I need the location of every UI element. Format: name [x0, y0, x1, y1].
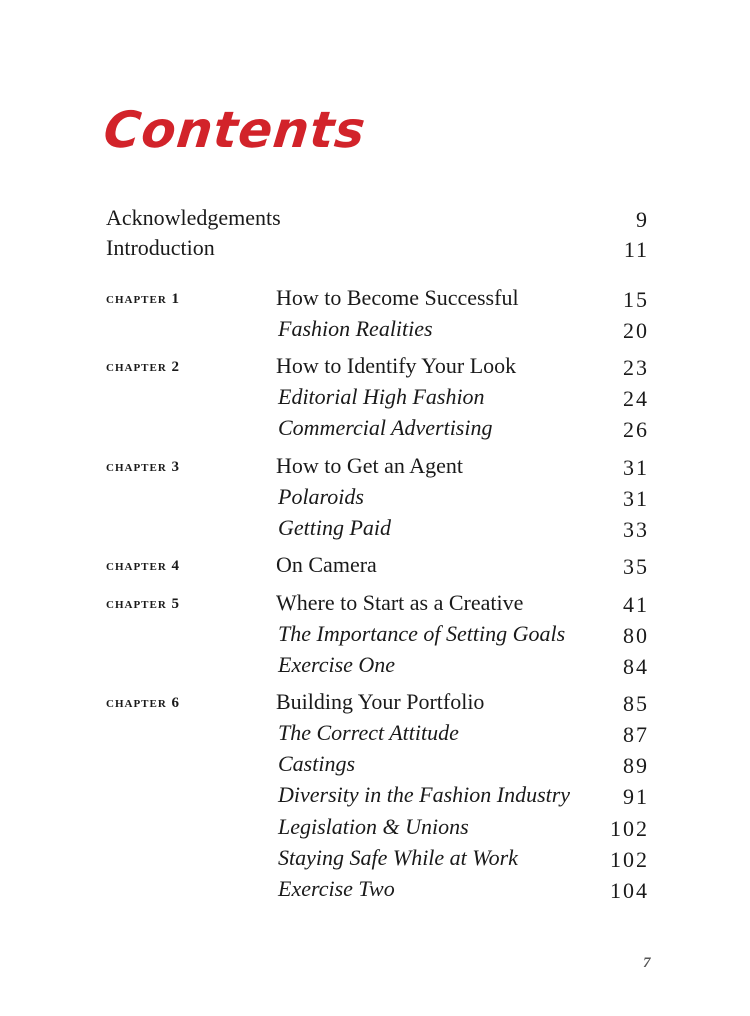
chapter-label: chapter 2	[106, 359, 181, 375]
chapter-page: 23	[623, 355, 649, 380]
chapter-page: 35	[623, 554, 649, 579]
section-page: 104	[610, 878, 649, 903]
section-title: Getting Paid	[278, 515, 392, 540]
chapter-label: chapter 1	[106, 291, 181, 307]
section-title: Castings	[278, 751, 356, 776]
toc-section-row	[0, 620, 750, 648]
toc-entry-front	[0, 234, 750, 262]
toc-chapter-row	[0, 452, 750, 480]
section-page: 87	[623, 722, 649, 747]
section-page: 31	[623, 486, 649, 511]
toc-section-row	[0, 483, 750, 511]
chapter-title: Where to Start as a Creative	[276, 590, 524, 615]
chapter-page: 31	[623, 455, 649, 480]
chapter-label: chapter 4	[106, 558, 181, 574]
toc-section-row	[0, 875, 750, 903]
section-page: 84	[623, 654, 649, 679]
section-page: 20	[623, 318, 649, 343]
section-title: The Importance of Setting Goals	[278, 621, 566, 646]
chapter-page: 85	[623, 691, 649, 716]
page-number: 7	[643, 955, 651, 971]
toc-chapter-row	[0, 688, 750, 716]
section-title: Exercise Two	[278, 876, 395, 901]
toc-section-row	[0, 781, 750, 809]
chapter-title: How to Get an Agent	[276, 453, 463, 478]
entry-page: 11	[623, 237, 649, 262]
section-page: 89	[623, 753, 649, 778]
page-title: Contents	[100, 101, 369, 159]
section-title: Commercial Advertising	[278, 415, 493, 440]
section-page: 80	[623, 623, 649, 648]
entry-title: Acknowledgements	[106, 205, 281, 230]
section-page: 26	[623, 417, 649, 442]
entry-title: Introduction	[106, 235, 215, 260]
toc-section-row	[0, 651, 750, 679]
toc-section-row	[0, 813, 750, 841]
chapter-title: On Camera	[276, 552, 377, 577]
toc-section-row	[0, 719, 750, 747]
section-title: Legislation & Unions	[278, 814, 469, 839]
toc-section-row	[0, 750, 750, 778]
section-page: 91	[623, 784, 649, 809]
section-page: 33	[623, 517, 649, 542]
section-title: Exercise One	[278, 652, 396, 677]
section-title: Diversity in the Fashion Industry	[278, 782, 571, 807]
toc-chapter-row	[0, 551, 750, 579]
chapter-label: chapter 5	[106, 596, 181, 612]
toc-entry-front	[0, 204, 750, 232]
chapter-page: 15	[623, 287, 649, 312]
section-title: Editorial High Fashion	[278, 384, 485, 409]
chapter-title: How to Become Successful	[276, 285, 519, 310]
toc-section-row	[0, 414, 750, 442]
chapter-title: Building Your Portfolio	[276, 689, 485, 714]
section-title: Staying Safe While at Work	[278, 845, 518, 870]
section-title: Polaroids	[278, 484, 364, 509]
entry-page: 9	[636, 207, 649, 232]
toc-chapter-row	[0, 352, 750, 380]
chapter-label: chapter 3	[106, 459, 181, 475]
chapter-title: How to Identify Your Look	[276, 353, 517, 378]
chapter-label: chapter 6	[106, 695, 181, 711]
chapter-page: 41	[623, 592, 649, 617]
toc-section-row	[0, 383, 750, 411]
section-page: 102	[610, 816, 649, 841]
toc-chapter-row	[0, 589, 750, 617]
section-page: 102	[610, 847, 649, 872]
toc-chapter-row	[0, 284, 750, 312]
toc-section-row	[0, 844, 750, 872]
section-title: The Correct Attitude	[278, 720, 459, 745]
toc-section-row	[0, 514, 750, 542]
section-title: Fashion Realities	[278, 316, 433, 341]
toc-section-row	[0, 315, 750, 343]
section-page: 24	[623, 386, 649, 411]
